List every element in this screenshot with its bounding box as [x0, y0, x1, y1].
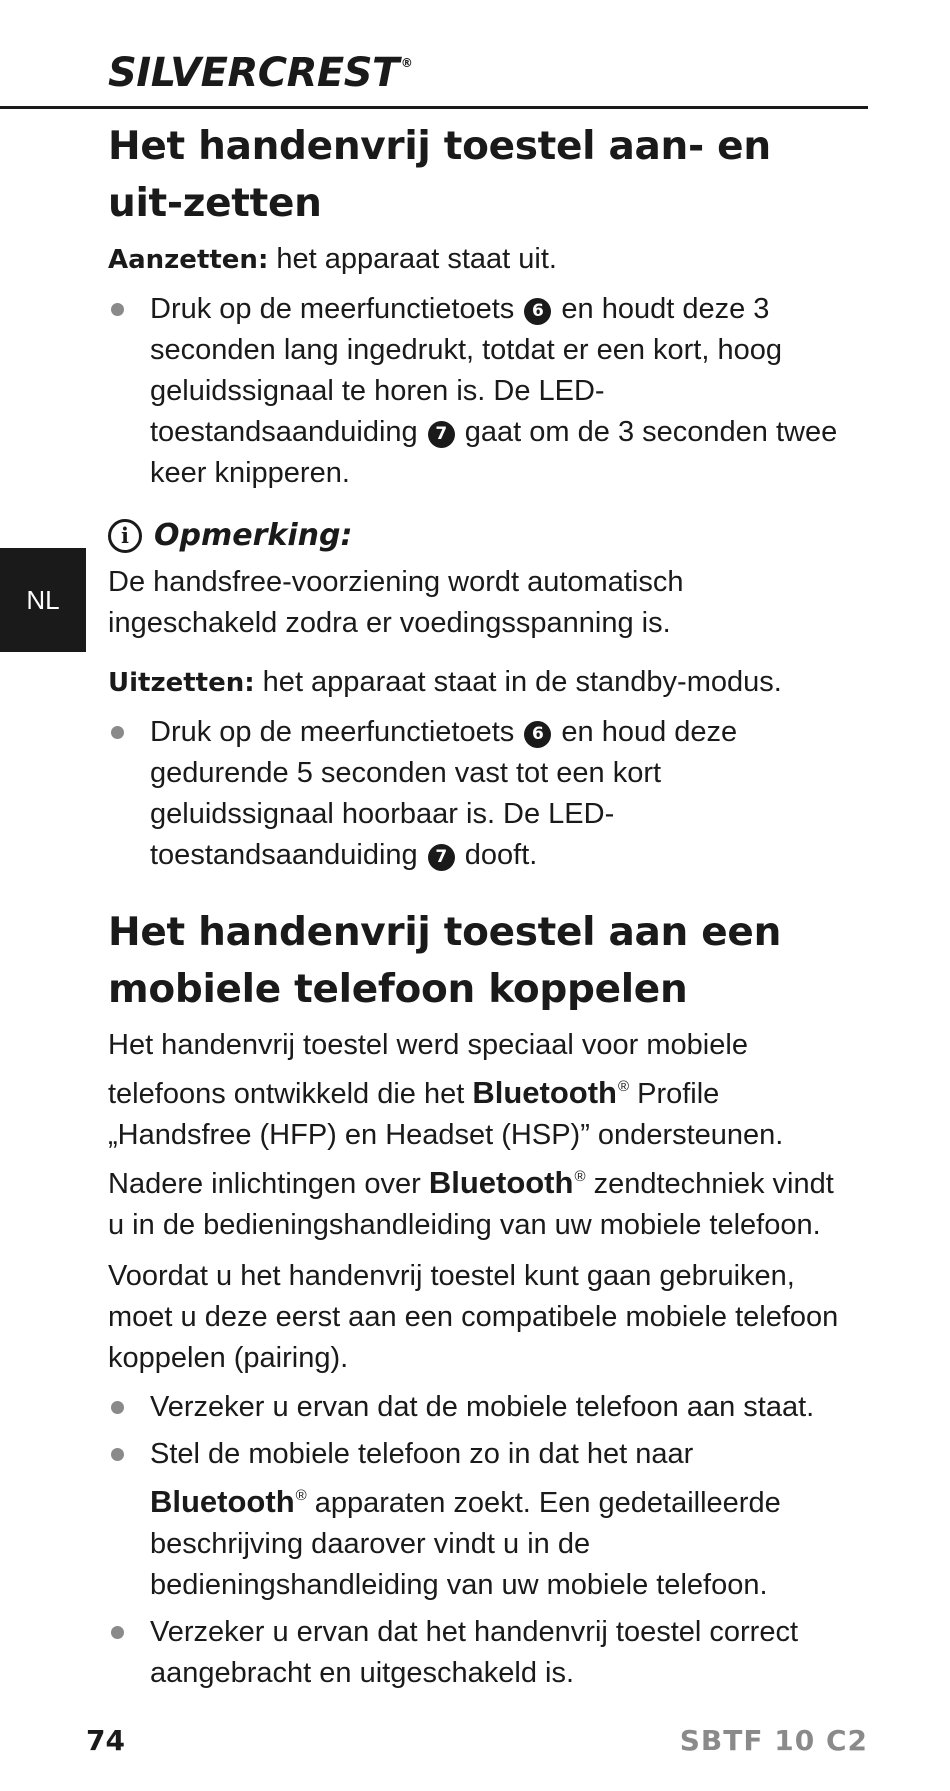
power-off-steps [108, 712, 848, 876]
pairing-requirement-paragraph: Voordat u het handenvrij toestel kunt gaan gebruiken, moet u deze eerst aan een compatibele mobiele telefoon koppelen (pairing). [108, 1260, 839, 1374]
note-title: Opmerking: [154, 518, 353, 553]
power-off-lead: Uitzetten: [108, 668, 255, 698]
bluetooth-wordmark: Bluetooth® [150, 1484, 307, 1519]
language-tab-label: NL [26, 584, 60, 615]
brand-logo: SILVERCREST ® [108, 50, 413, 96]
page-content [108, 118, 848, 1700]
pairing-steps [108, 1387, 848, 1694]
power-on-text: het apparaat staat uit. [268, 243, 557, 275]
list-item: Druk op de meerfunctietoets 6 en houd deze gedurende 5 seconden vast tot een kort geluidssignaal hoorbaar is. De LED-toestandsaanduiding 7 dooft. [108, 712, 848, 876]
power-on-steps [108, 289, 848, 494]
pairing-intro-paragraph: Het handenvrij toestel werd speciaal voor mobiele telefoons ontwikkeld die het Bluetooth® Profile „Handsfree (HFP) en Headset (HSP)” ondersteunen. Nadere inlichtingen over Bluetooth® zendtechniek vindt u in de bedieningshandleiding van uw mobiele telefoon. [108, 1029, 834, 1241]
header-divider [0, 106, 868, 109]
page-number: 74 [86, 1724, 125, 1757]
power-off-paragraph [108, 662, 848, 704]
list-item: Verzeker u ervan dat de mobiele telefoon aan staat. [108, 1387, 848, 1428]
language-tab [0, 548, 86, 652]
power-on-lead: Aanzetten: [108, 245, 269, 275]
list-item: Verzeker u ervan dat het handenvrij toestel correct aangebracht en uitgeschakeld is. [108, 1612, 848, 1694]
callout-badge: 6 [524, 721, 551, 748]
power-off-text: het apparaat staat in de standby-modus. [254, 666, 782, 698]
section-title-power: Het handenvrij toestel aan- en uit-zetten [108, 124, 771, 226]
note-text: De handsfree-voorziening wordt automatisch ingeschakeld zodra er voedingsspanning is. [108, 566, 684, 639]
power-on-paragraph [108, 239, 848, 281]
bluetooth-wordmark: Bluetooth® [428, 1165, 586, 1200]
section-title-pairing: Het handenvrij toestel aan een mobiele telefoon koppelen [108, 910, 782, 1012]
list-item: Druk op de meerfunctietoets 6 en houdt deze 3 seconden lang ingedrukt, totdat er een kort, hoog geluidssignaal te horen is. De LED-toestandsaanduiding 7 gaat om de 3 seconden twee keer knipperen. [108, 289, 848, 494]
callout-badge: 6 [524, 298, 551, 325]
list-item: Stel de mobiele telefoon zo in dat het naar Bluetooth® apparaten zoekt. Een gedetailleerde beschrijving daarover vindt u in de bedieningshandleiding van uw mobiele telefoon. [108, 1434, 848, 1606]
model-number: SBTF 10 C2 [679, 1724, 868, 1757]
callout-badge: 7 [428, 421, 455, 448]
note-heading [108, 516, 848, 556]
callout-badge: 7 [428, 844, 455, 871]
info-icon: i [108, 519, 142, 553]
bluetooth-wordmark: Bluetooth® [472, 1075, 630, 1110]
